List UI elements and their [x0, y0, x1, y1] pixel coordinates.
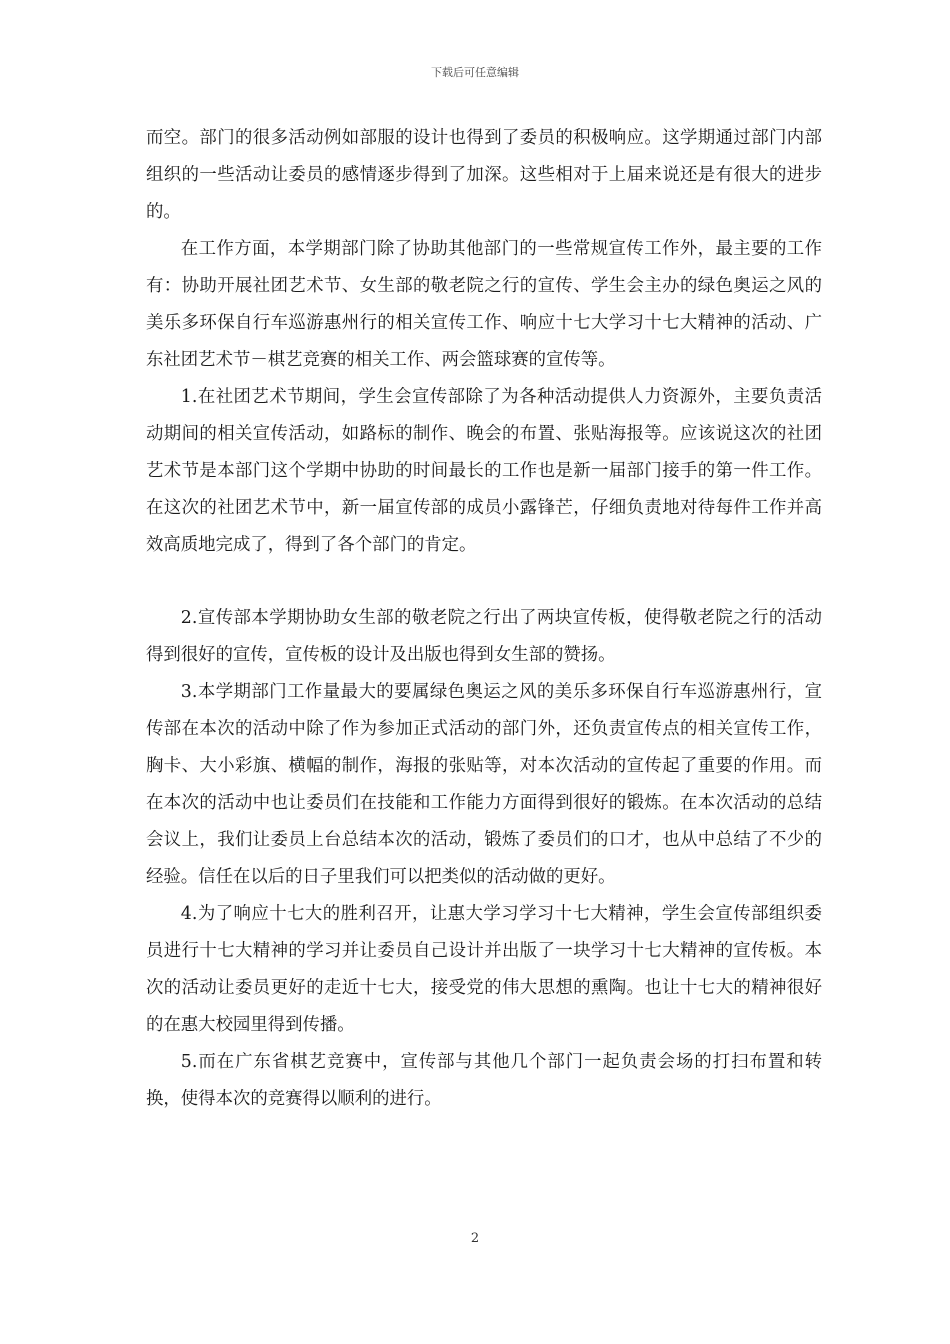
paragraph-item-3: 3.本学期部门工作量最大的要属绿色奥运之风的美乐多环保自行车巡游惠州行，宣传部在本次的活动中除了作为参加正式活动的部门外，还负责宣传点的相关宣传工作，胸卡、大小彩旗、横幅的制作，海报的张贴等，对本次活动的宣传起了重要的作用。而在本次的活动中也让委员们在技能和工作能力方面得到很好的锻炼。在本次活动的总结会议上，我们让委员上台总结本次的活动，锻炼了委员们的口才，也从中总结了不少的经验。信任在以后的日子里我们可以把类似的活动做的更好。: [146, 682, 822, 887]
paragraph-item-2: 2.宣传部本学期协助女生部的敬老院之行出了两块宣传板，使得敬老院之行的活动得到很好的宣传，宣传板的设计及出版也得到女生部的赞扬。: [146, 608, 822, 665]
page-number: 2: [470, 1231, 480, 1246]
document-body: [146, 120, 822, 1118]
page-header: 下载后可任意编辑: [431, 66, 519, 79]
paragraph-item-1: 1.在社团艺术节期间，学生会宣传部除了为各种活动提供人力资源外，主要负责活动期间的相关宣传活动，如路标的制作、晚会的布置、张贴海报等。应该说这次的社团艺术节是本部门这个学期中协助的时间最长的工作也是新一届部门接手的第一件工作。在这次的社团艺术节中，新一届宣传部的成员小露锋芒，仔细负责地对待每件工作并高效高质地完成了，得到了各个部门的肯定。: [146, 387, 822, 555]
paragraph-item-4: 4.为了响应十七大的胜利召开，让惠大学习学习十七大精神，学生会宣传部组织委员进行十七大精神的学习并让委员自己设计并出版了一块学习十七大精神的宣传板。本次的活动让委员更好的走近十七大，接受党的伟大思想的熏陶。也让十七大的精神很好的在惠大校园里得到传播。: [146, 904, 822, 1035]
paragraph-item-5: 5.而在广东省棋艺竞赛中，宣传部与其他几个部门一起负责会场的打扫布置和转换，使得本次的竞赛得以顺利的进行。: [146, 1052, 822, 1109]
paragraph-work-overview: 在工作方面，本学期部门除了协助其他部门的一些常规宣传工作外，最主要的工作有：协助开展社团艺术节、女生部的敬老院之行的宣传、学生会主办的绿色奥运之风的美乐多环保自行车巡游惠州行的相关宣传工作、响应十七大学习十七大精神的活动、广东社团艺术节－棋艺竞赛的相关工作、两会篮球赛的宣传等。: [146, 239, 822, 370]
paragraph-continuation: 而空。部门的很多活动例如部服的设计也得到了委员的积极响应。这学期通过部门内部组织的一些活动让委员的感情逐步得到了加深。这些相对于上届来说还是有很大的进步的。: [146, 128, 822, 222]
